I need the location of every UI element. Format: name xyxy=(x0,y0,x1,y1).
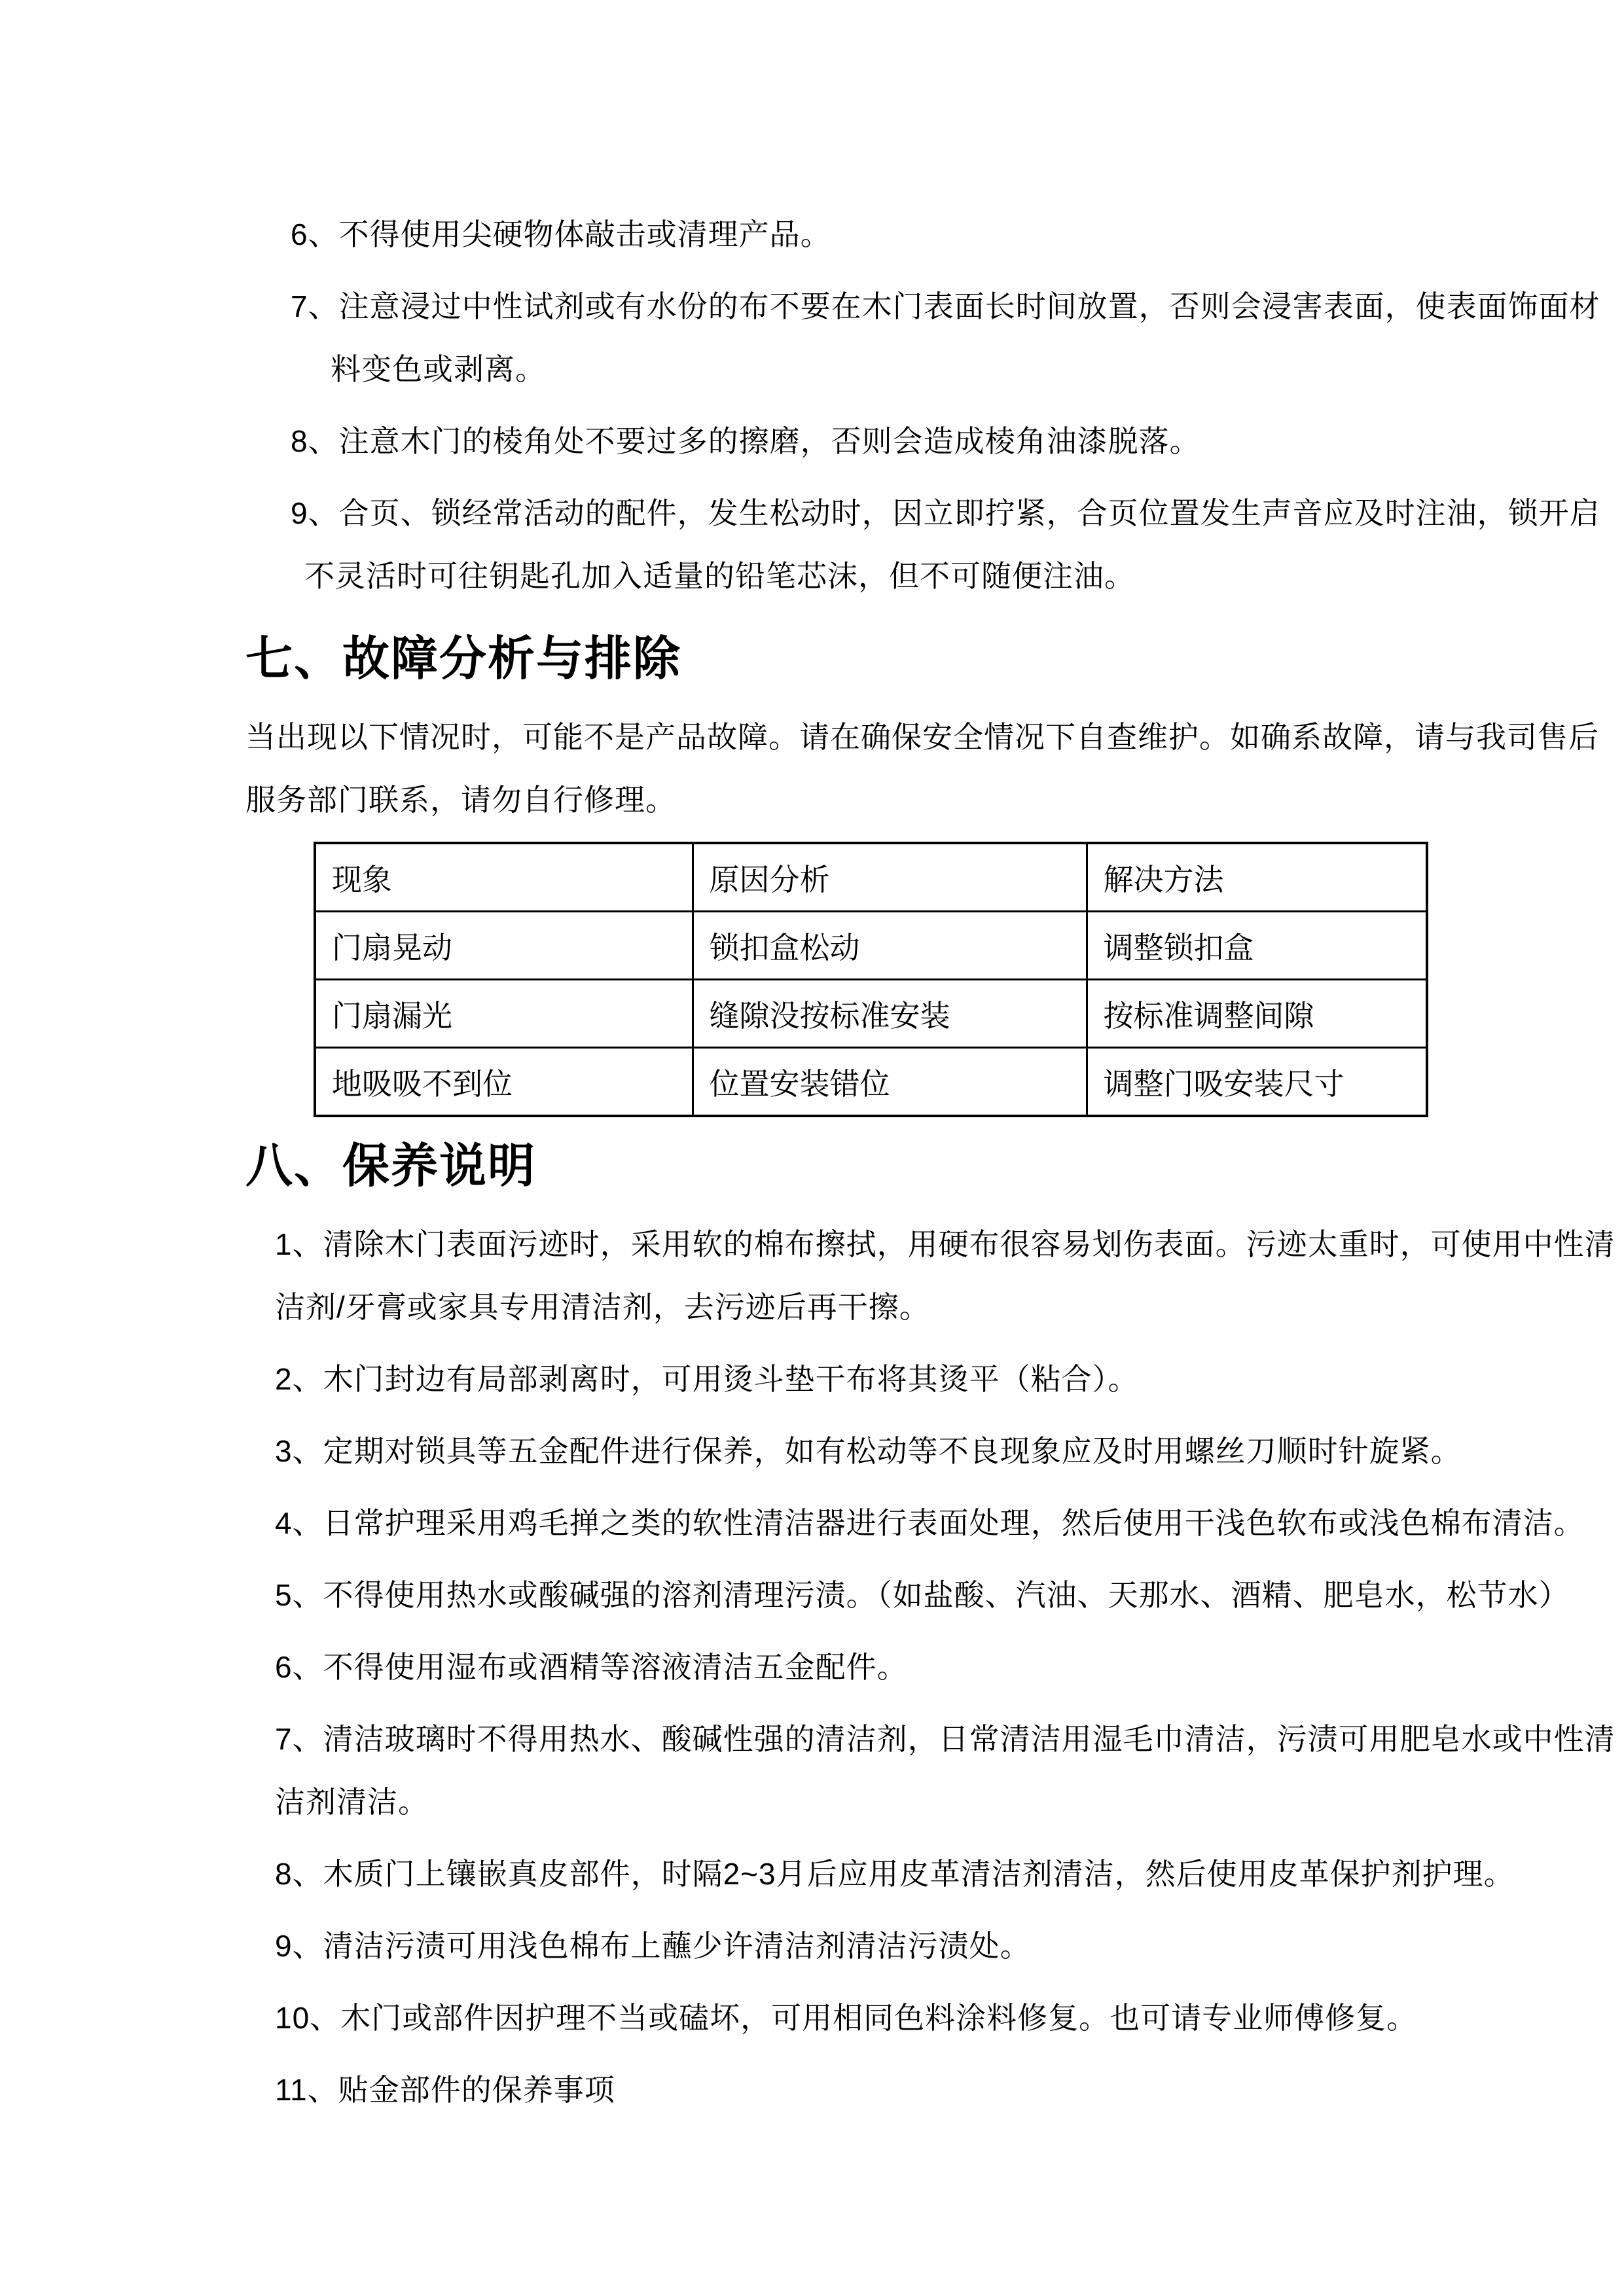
table-cell: 缝隙没按标准安装 xyxy=(693,980,1087,1048)
list-item-line: 4、日常护理采用鸡毛掸之类的软性清洁器进行表面处理，然后使用干浅色软布或浅色棉布清洁。 xyxy=(275,1506,1585,1540)
list-item xyxy=(0,1420,1624,1482)
list-item-line: 7、注意浸过中性试剂或有水份的布不要在木门表面长时间放置，否则会浸害表面，使表面饰面材 xyxy=(291,289,1600,323)
list-item-line: 6、不得使用尖硬物体敲击或清理产品。 xyxy=(291,217,831,251)
list-item-line: 11、贴金部件的保养事项 xyxy=(275,2073,615,2107)
list-item xyxy=(0,1564,1624,1626)
table-header-row xyxy=(315,843,1427,912)
list-item xyxy=(0,1914,1624,1977)
list-item-line: 8、注意木门的棱角处不要过多的擦磨，否则会造成棱角油漆脱落。 xyxy=(291,424,1200,458)
section-heading: 八、保养说明 xyxy=(245,1140,537,1193)
list-item-line: 不灵活时可往钥匙孔加入适量的铅笔芯沫，但不可随便注油。 xyxy=(304,559,1135,593)
table-row xyxy=(315,912,1427,980)
list-item-line: 料变色或剥离。 xyxy=(331,352,546,386)
list-item-line: 洁剂清洁。 xyxy=(275,1785,429,1819)
list-item xyxy=(0,1213,1624,1338)
table-cell: 锁扣盒松动 xyxy=(693,912,1087,980)
table-cell: 调整门吸安装尺寸 xyxy=(1087,1048,1427,1117)
fault-table xyxy=(314,842,1428,1117)
list-item-line: 3、定期对锁具等五金配件进行保养，如有松动等不良现象应及时用螺丝刀顺时针旋紧。 xyxy=(275,1434,1462,1468)
list-item xyxy=(0,1636,1624,1698)
list-item xyxy=(0,1842,1624,1905)
list-item-line: 洁剂/牙膏或家具专用清洁剂，去污迹后再干擦。 xyxy=(275,1290,930,1324)
list-item-line: 5、不得使用热水或酸碱强的溶剂清理污渍。（如盐酸、汽油、天那水、酒精、肥皂水，松节水） xyxy=(275,1578,1570,1612)
table-cell: 位置安装错位 xyxy=(693,1048,1087,1117)
list-item-line: 8、木质门上镶嵌真皮部件，时隔2~3月后应用皮革清洁剂清洁，然后使用皮革保护剂护理。 xyxy=(275,1857,1515,1891)
list-item xyxy=(0,1708,1624,1833)
list-item-line: 6、不得使用湿布或酒精等溶液清洁五金配件。 xyxy=(275,1650,908,1684)
paragraph xyxy=(0,706,1624,831)
list-item-line: 2、木门封边有局部剥离时，可用烫斗垫干布将其烫平（粘合）。 xyxy=(275,1362,1139,1396)
document-content xyxy=(0,203,1624,2121)
list-item xyxy=(0,203,1624,266)
list-item xyxy=(0,2058,1624,2121)
list-item-line: 9、清洁污渍可用浅色棉布上蘸少许清洁剂清洁污渍处。 xyxy=(275,1929,1031,1963)
table-cell: 门扇漏光 xyxy=(315,980,693,1048)
list-item-line: 7、清洁玻璃时不得用热水、酸碱性强的清洁剂，日常清洁用湿毛巾清洁，污渍可用肥皂水或中性清 xyxy=(275,1722,1615,1756)
list-item-line: 9、合页、锁经常活动的配件，发生松动时，因立即拧紧，合页位置发生声音应及时注油，锁开启 xyxy=(291,496,1600,530)
section-heading: 七、故障分析与排除 xyxy=(245,633,682,685)
list-item xyxy=(0,410,1624,473)
list-item-line: 1、清除木门表面污迹时，采用软的棉布擦拭，用硬布很容易划伤表面。污迹太重时，可使用中性清 xyxy=(275,1227,1615,1261)
table-cell: 调整锁扣盒 xyxy=(1087,912,1427,980)
list-item xyxy=(0,1492,1624,1554)
list-item-line: 10、木门或部件因护理不当或磕坏，可用相同色料涂料修复。也可请专业师傅修复。 xyxy=(275,2001,1418,2035)
table-header-cell: 现象 xyxy=(315,843,693,912)
table-cell: 门扇晃动 xyxy=(315,912,693,980)
table-header-cell: 原因分析 xyxy=(693,843,1087,912)
table-header-cell: 解决方法 xyxy=(1087,843,1427,912)
table-row xyxy=(315,1048,1427,1117)
table-cell: 地吸吸不到位 xyxy=(315,1048,693,1117)
paragraph-line: 服务部门联系，请勿自行修理。 xyxy=(245,783,676,817)
list-item xyxy=(0,482,1624,607)
list-item xyxy=(0,1986,1624,2049)
list-item xyxy=(0,1348,1624,1410)
table-cell: 按标准调整间隙 xyxy=(1087,980,1427,1048)
list-item xyxy=(0,275,1624,401)
table-row xyxy=(315,980,1427,1048)
paragraph-line: 当出现以下情况时，可能不是产品故障。请在确保安全情况下自查维护。如确系故障，请与我司售后 xyxy=(245,720,1599,754)
